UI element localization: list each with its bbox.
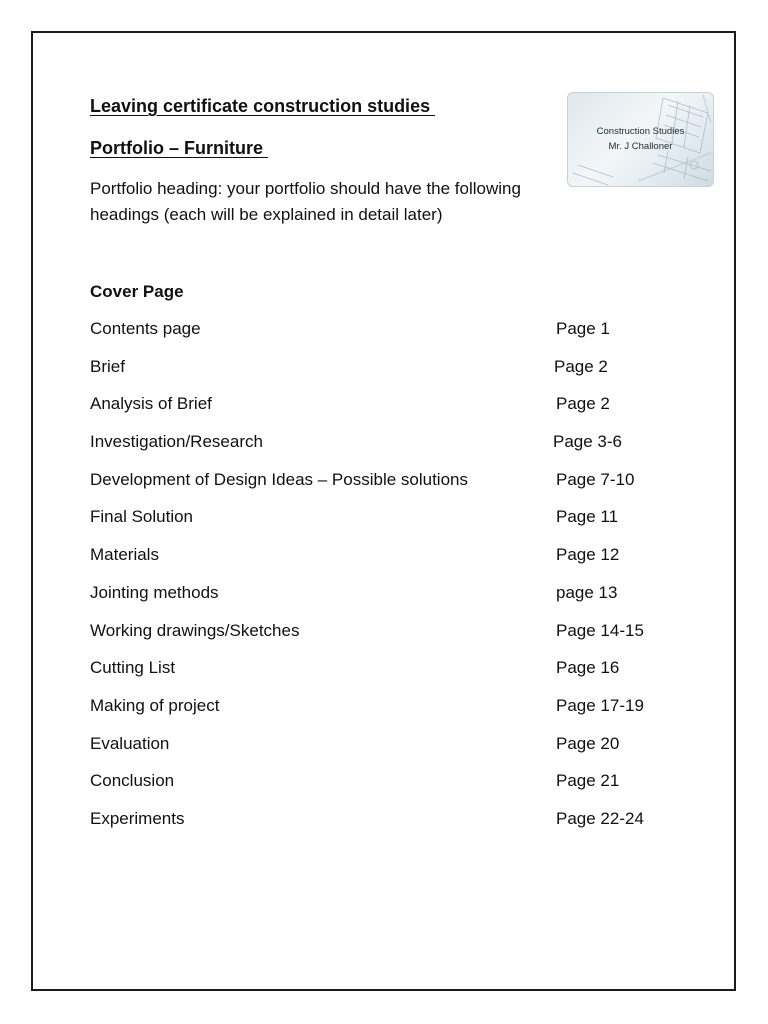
document-subtitle: Portfolio – Furniture <box>90 138 268 158</box>
contents-item-label: Working drawings/Sketches <box>90 620 300 640</box>
contents-row <box>90 543 690 581</box>
contents-item-label: Investigation/Research <box>90 432 263 452</box>
contents-row <box>90 317 690 355</box>
contents-row <box>90 355 690 393</box>
contents-item-label: Jointing methods <box>90 582 219 602</box>
contents-item-page: Page 11 <box>556 507 619 527</box>
contents-row <box>90 656 690 694</box>
contents-row <box>90 807 690 845</box>
contents-item-label: Brief <box>90 356 125 376</box>
contents-item-page: Page 12 <box>556 545 620 565</box>
contents-item-label: Development of Design Ideas – Possible solutions <box>90 469 468 489</box>
contents-item-page: page 13 <box>556 582 618 602</box>
contents-item-page: Page 21 <box>556 771 620 791</box>
contents-item-page: Page 16 <box>556 658 620 678</box>
contents-item-label: Final Solution <box>90 507 194 527</box>
contents-item-page: Page 3-6 <box>553 432 622 452</box>
contents-item-page: Page 2 <box>556 394 610 414</box>
cover-page-heading: Cover Page <box>90 282 184 301</box>
contents-row <box>90 619 690 657</box>
contents-row <box>90 581 690 619</box>
contents-row <box>90 468 690 506</box>
contents-item-page: Page 2 <box>554 356 608 376</box>
contents-row <box>90 694 690 732</box>
contents-item-page: Page 1 <box>556 319 610 338</box>
contents-item-page: Page 20 <box>556 733 620 753</box>
intro-paragraph: Portfolio heading: your portfolio should have the following headings (each will be explained in detail later) <box>90 179 521 224</box>
contents-item-label: Contents page <box>90 319 201 338</box>
contents-item-page: Page 7-10 <box>556 469 635 489</box>
contents-item-page: Page 17-19 <box>556 695 644 715</box>
contents-row <box>90 392 690 430</box>
logo-text-course: Construction Studies <box>596 126 685 137</box>
contents-item-page: Page 22-24 <box>556 808 644 828</box>
contents-item-label: Making of project <box>90 695 220 715</box>
blueprint-graphic <box>568 93 713 186</box>
contents-item-label: Analysis of Brief <box>90 394 212 414</box>
course-logo <box>567 92 714 187</box>
contents-row <box>90 505 690 543</box>
document-title: Leaving certificate construction studies <box>90 96 436 116</box>
logo-text-teacher: Mr. J Challoner <box>608 141 673 152</box>
contents-row <box>90 430 690 468</box>
contents-list <box>90 317 690 845</box>
contents-item-label: Evaluation <box>90 733 170 753</box>
contents-item-label: Experiments <box>90 808 185 828</box>
contents-item-label: Cutting List <box>90 658 176 678</box>
contents-row <box>90 769 690 807</box>
contents-item-label: Conclusion <box>90 771 175 791</box>
contents-row <box>90 732 690 770</box>
contents-item-label: Materials <box>90 545 159 565</box>
contents-item-page: Page 14-15 <box>556 620 644 640</box>
